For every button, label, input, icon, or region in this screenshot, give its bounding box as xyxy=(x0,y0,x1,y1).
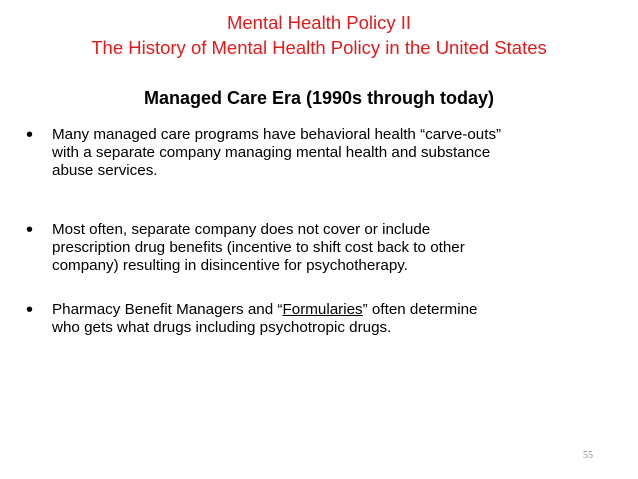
bullet-line: who gets what drugs including psychotropic drugs. xyxy=(52,319,392,336)
bullet-line: with a separate company managing mental health and substance xyxy=(52,144,491,161)
bullet-text xyxy=(52,126,612,180)
formularies-underlined-term: Formularies xyxy=(282,301,363,318)
bullet-line: company) resulting in disincentive for psychotherapy. xyxy=(52,257,408,274)
bullet-line: Most often, separate company does not cover or include xyxy=(52,221,431,238)
bullet-icon: • xyxy=(26,299,34,321)
bullet-text xyxy=(52,301,612,337)
bullet-text-segment: Pharmacy Benefit Managers and “ xyxy=(52,301,283,318)
bullet-icon: • xyxy=(26,219,34,241)
slide-title-line-2: The History of Mental Health Policy in the United States xyxy=(91,37,547,58)
bullet-line: abuse services. xyxy=(52,162,158,179)
slide-subtitle: Managed Care Era (1990s through today) xyxy=(143,88,495,108)
slide-title-line-1: Mental Health Policy II xyxy=(226,12,412,33)
bullet-line xyxy=(52,301,612,319)
bullet-icon: • xyxy=(26,124,34,146)
bullet-text-segment: ” often determine xyxy=(362,301,478,318)
bullet-line: prescription drug benefits (incentive to shift cost back to other xyxy=(52,239,465,256)
bullet-line: Many managed care programs have behavioral health “carve-outs” xyxy=(52,126,502,143)
page-number: 55 xyxy=(583,450,593,461)
bullet-text xyxy=(52,221,612,275)
